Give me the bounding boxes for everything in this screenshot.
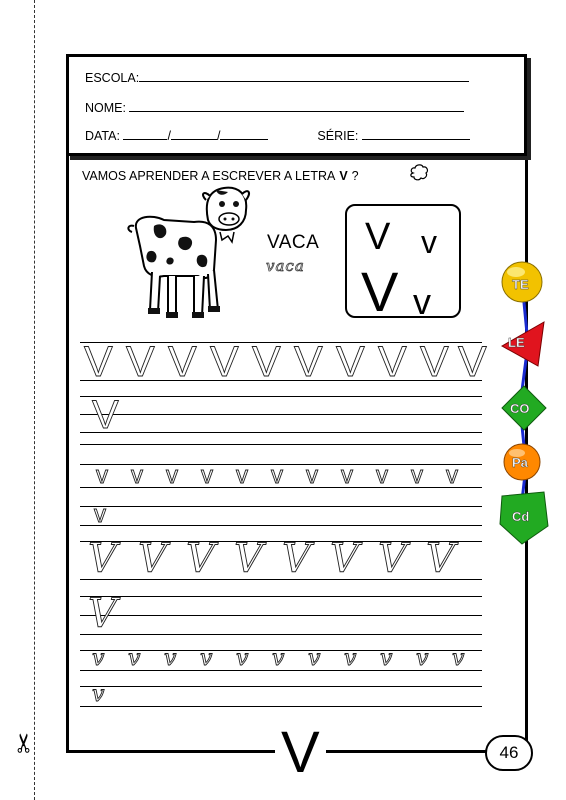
word-cursive-traceable: vaca	[266, 257, 305, 275]
practice-row-print-upper	[80, 338, 487, 386]
date-month-field[interactable]	[171, 127, 217, 140]
trace-letter: V	[88, 536, 117, 582]
trace-letter: v	[166, 462, 178, 489]
date-label: DATA:	[85, 129, 120, 143]
grade-label: SÉRIE:	[317, 129, 359, 143]
trace-letter: V	[378, 536, 407, 582]
instruction-label: VAMOS APRENDER A ESCREVER A LETRA	[82, 169, 336, 183]
trace-letter: v	[416, 646, 429, 671]
trace-letter: v	[92, 682, 105, 707]
page-number: 46	[485, 735, 533, 771]
trace-letter: v	[92, 646, 105, 671]
trace-letter: v	[344, 646, 357, 671]
trace-letter: V	[426, 536, 455, 582]
grade-field[interactable]	[362, 127, 470, 140]
trace-letter: v	[201, 462, 213, 489]
instruction-text	[82, 169, 359, 183]
trace-letter: V	[126, 338, 155, 386]
date-separator: /	[216, 129, 221, 143]
instruction-question-mark: ?	[351, 169, 359, 183]
side-label-co: CO	[510, 401, 530, 416]
school-field[interactable]	[139, 69, 469, 82]
practice-row-cursive-lower-single	[80, 682, 482, 710]
name-field[interactable]	[129, 99, 464, 112]
trace-letter: V	[378, 338, 407, 386]
trace-letter: V	[138, 536, 167, 582]
trace-letter: v	[308, 646, 321, 671]
date-day-field[interactable]	[123, 127, 167, 140]
trace-letter: V	[282, 536, 311, 582]
thought-bubble-icon	[409, 164, 429, 182]
trace-letter: V	[92, 393, 119, 437]
trace-letter: v	[411, 462, 423, 489]
trace-letter: V	[168, 338, 197, 386]
trace-letter: v	[94, 501, 106, 528]
trace-letter: V	[294, 338, 323, 386]
footer-big-letter: V	[275, 724, 326, 782]
student-info-box	[66, 54, 527, 156]
trace-letter: v	[96, 462, 108, 489]
school-label: ESCOLA:	[85, 71, 140, 85]
trace-letter: V	[210, 338, 239, 386]
trace-letter: V	[84, 338, 116, 386]
trace-letter: V	[458, 338, 487, 386]
trace-letter: V	[252, 338, 281, 386]
lowercase-letter-large: v	[413, 281, 431, 322]
uppercase-letter-small: V	[365, 216, 391, 258]
uppercase-letter-large: V	[361, 260, 399, 323]
trace-letter: V	[88, 591, 117, 637]
trace-letter: v	[200, 646, 213, 671]
letter-display-box	[345, 204, 461, 323]
practice-row-print-upper-single	[80, 393, 482, 437]
trace-letter: V	[336, 338, 365, 386]
trace-letter: v	[306, 462, 318, 489]
trace-letter: v	[131, 462, 143, 489]
date-separator: /	[167, 129, 171, 143]
trace-letter: v	[128, 646, 141, 671]
trace-letter: v	[452, 646, 465, 671]
practice-row-print-lower-single	[80, 487, 482, 527]
trace-letter: v	[236, 462, 248, 489]
name-label: NOME:	[85, 101, 126, 115]
practice-row-cursive-upper-single	[80, 591, 482, 637]
lowercase-letter-small: v	[421, 224, 437, 260]
side-label-cd: Cd	[512, 509, 530, 524]
trace-letter: v	[164, 646, 177, 671]
trace-letter: v	[380, 646, 393, 671]
trace-letter: V	[234, 536, 263, 582]
cut-line	[34, 0, 35, 800]
name-line	[85, 99, 464, 115]
side-label-pa: Pa	[512, 455, 528, 470]
trace-letter: v	[271, 462, 283, 489]
trace-letter: V	[186, 536, 215, 582]
practice-row-cursive-lower	[80, 646, 482, 671]
side-label-le: LE	[508, 335, 525, 350]
practice-row-print-lower	[80, 462, 482, 489]
scissors-icon: ✂	[9, 732, 40, 754]
instruction-letter: V	[339, 169, 348, 183]
trace-letter: V	[330, 536, 359, 582]
trace-letter: v	[272, 646, 285, 671]
trace-letter: v	[446, 462, 458, 489]
trace-letter: v	[236, 646, 249, 671]
date-year-field[interactable]	[220, 127, 268, 140]
trace-letter: v	[341, 462, 353, 489]
practice-row-cursive-upper	[80, 536, 482, 582]
trace-letter: v	[376, 462, 388, 489]
date-line	[85, 127, 470, 143]
word-print: VACA	[267, 232, 320, 253]
school-line	[85, 69, 469, 85]
cow-illustration	[124, 186, 260, 326]
side-label-te: TE	[512, 277, 529, 292]
trace-letter: V	[420, 338, 449, 386]
